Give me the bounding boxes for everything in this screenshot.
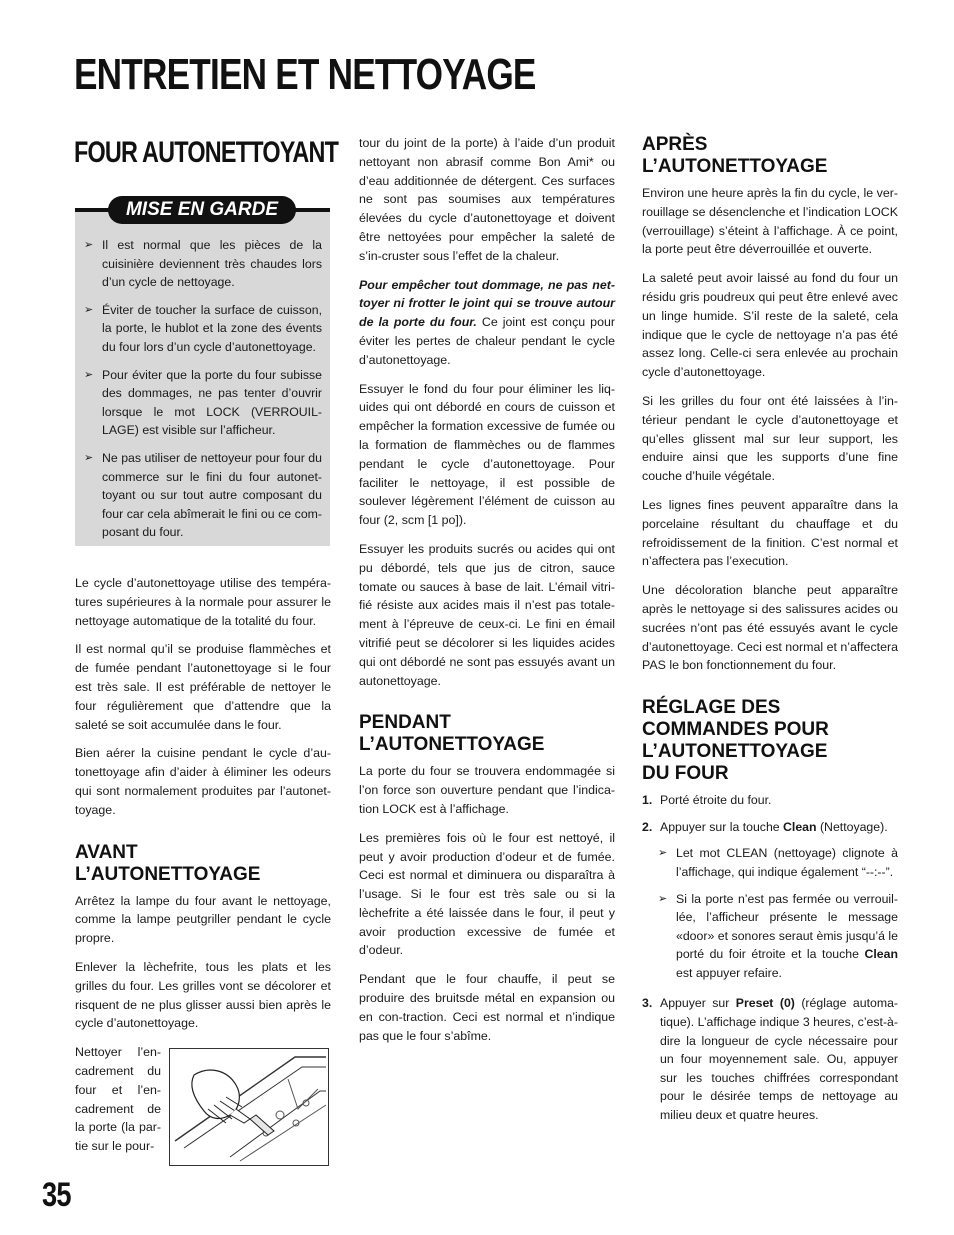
paragraph: Essuyer le fond du four pour éliminer les liq-uides qui ont débordé en cours de cuisson et empêcher la formation excessive de fumée ou la formation de flammèches ou de flammes pendant le cycle d’autonettoyage. Pour faciliter le nettoyage, il est possible de soulever légèrement l’élément de cuisson au four (2, scm [1 po]). [359,381,615,528]
heading-reglage: RÉGLAGE DES COMMANDES POUR L’AUTONETTOYAGE DU FOUR [642,697,829,785]
step-1: 1. Porté étroite du four. [642,793,772,808]
step-2: 2. Appuyer sur la touche Clean (Nettoyage). [642,819,888,834]
paragraph: Essuyer les produits sucrés ou acides qui ont pu débordé, tels que jus de citron, sauce tomate ou sauces à base de lait. L’émail vitri-fié résiste aux acides mais il n’est pas totale-ment à l’épreuve de ceux-ci. Le fini en émail vitrifié peut se décolorer si les liquides acides qui ont débordé ne sont pas essuyés avant un autonettoyage. [359,541,615,688]
arrow-bullet-icon: ➢ [84,239,94,251]
section-title: FOUR AUTONETTOYANT [74,136,339,169]
paragraph: Environ une heure après la fin du cycle, le ver-rouillage se désenclenche et l’indication LOCK (verrouillage) s’éteint à l’affichage. À ce point, la porte peut être déverrouillée et ouverte. [642,186,898,257]
paragraph: tour du joint de la porte) à l’aide d’un produit nettoyant non abrasif comme Bon Ami* ou d’eau additionnée de détergent. Ces surfaces ne sont pas soumises aux températures élevées du cycle d’autonettoyage et doivent être nettoyées pour empêcher la saleté de s’in-cruster sous l’effet de la chaleur. [359,136,615,263]
paragraph: Il est normal qu’il se produise flammèches et de fumée pendant l’autonettoyage si le four est très sale. Il est préférable de nettoyer le four régulièrement que d’attendre que la saleté se soit accumulée dans le four. [75,642,331,732]
caution-item: ➢ Éviter de toucher la surface de cuisson, la porte, le hublot et la zone des évents du four lors d’un cycle d’autonettoyage. [84,301,322,357]
arrow-bullet-icon: ➢ [84,451,94,464]
hand-cleaning-oven-icon [170,1049,328,1165]
warning-bold: Pour empêcher tout dommage, ne pas net-toyer ni frotter le joint qui se trouve autour de la porte du four. [359,277,615,330]
caution-list [84,236,322,551]
paragraph: Les premières fois où le four est nettoyé, il peut y avoir production d’odeur et de fumée. Ceci est normal et diminuera ou disparaîtra à l’usage. Si le four est très sale ou si la lèchefrite a été laissée dans le four, il peut y avoir production excessive de fumée et d’odeur. [359,830,615,958]
paragraph: Arrêtez la lampe du four avant le nettoyage, comme la lampe peutgriller pendant le cycle propre. [75,893,331,946]
paragraph: Les lignes fines peuvent apparaître dans la porcelaine résultant du chauffage et du refroidissement de la finition. C’est normal et n’affectera pas l’execution. [642,497,898,569]
paragraph: Pendant que le four chauffe, il peut se produire des bruitsde métal en expansion ou en con-traction. Ceci est normal et n’indique pas que le four s’abîme. [359,972,615,1043]
step-3: 3. Appuyer sur Preset (0) (réglage automa-tique). L’affichage indique 3 heures, c’est-à-dire la longueur de cycle nécessaire pour un four moyennement sale. Ou, appuyer sur les touches chiffrées correspondant pour le désirée temps de nettoyage au milieu deux et quatre heures. [642,996,899,1123]
caution-item: ➢ Il est normal que les pièces de la cuisinière deviennent très chaudes lors d’un cycle de nettoyage. [84,236,322,292]
arrow-bullet-icon: ➢ [84,368,94,381]
paragraph: Bien aérer la cuisine pendant le cycle d’au-tonettoyage afin d’aider à éliminer les odeurs qui sont normalement produites par l’autonet-toyage. [75,746,331,817]
column-3 [642,134,898,1133]
heading-pendant: PENDANT L’AUTONETTOYAGE [359,712,545,756]
heading-avant: AVANT L’AUTONETTOYAGE [75,841,261,885]
step-2-note-1: ➢ Let mot CLEAN (nettoyage) clignote à l’affichage, qui indique également “--:--”. [658,844,898,881]
paragraph: Une décoloration blanche peut apparaître après le nettoyage si des salissures acides ou sucrées n’ont pas été essuyés avant le cycle d’autonettoyage. Ceci est normal et n’affectera PAS le bon fonctionnement du four. [642,583,898,673]
paragraph: La saleté peut avoir laissé au fond du four un résidu gris poudreux qui peut être enlevé avec un linge humide. S’il reste de la saleté, cela indique que le cycle de nettoyage n’a pas été assez long. Celle-ci sera enlevée au prochain cycle d’autonettoyage. [642,271,898,380]
warning-paragraph: Pour empêcher tout dommage, ne pas net-toyer ni frotter le joint qui se trouve autour de la porte du four. Ce joint est conçu pour éviter les pertes de chaleur pendant le cycle d’autonettoyage. [359,277,615,367]
heading-apres: APRÈS L’AUTONETTOYAGE [642,134,828,177]
paragraph: Si les grilles du four ont été laissées à l’in-térieur pendant le cycle d’autonettoyage et qu’elles glissent mal sur leur support, les enduire ainsi que les supports d’une fine couche d’huile végétale. [642,393,898,484]
paragraph: Enlever la lèchefrite, tous les plats et les grilles du four. Les grilles vont se décolorer et risquent de ne plus glisser aussi bien après le cycle d’autonettoyage. [75,959,331,1031]
paragraph: Nettoyer l’en-cadrement du four et l’en-cadrement de la porte (la par-tie sur le pour- [75,1045,161,1154]
page-number: 35 [42,1176,71,1214]
oven-cleaning-illustration [169,1048,329,1166]
caution-label: MISE EN GARDE [108,196,296,224]
column-2 [359,134,615,1055]
page-title: ENTRETIEN ET NETTOYAGE [74,50,536,99]
paragraph: Le cycle d’autonettoyage utilise des tempéra-tures supérieures à la normale pour assurer le nettoyage automatique de la totalité du four. [75,576,331,628]
step-2-note-2: ➢ Si la porte n’est pas fermée ou verrouil-lée, l’afficheur présente le message «door» et sonores seraut èmis jusqu’á le porté du foir étroite et la touche Clean est appuyer refaire. [658,890,898,983]
arrow-bullet-icon: ➢ [658,847,668,860]
caution-item: ➢ Ne pas utiliser de nettoyeur pour four du commerce sur le fini du four autonet-toyant ou sur tout autre composant du four car cela abîmerait le fini ou ce com-posant du four. [84,449,322,542]
arrow-bullet-icon: ➢ [84,303,94,316]
arrow-bullet-icon: ➢ [658,892,668,905]
paragraph: La porte du four se trouvera endommagée si l’on force son ouverture pendant que l’indica-tion LOCK est à l’affichage. [359,764,615,816]
caution-item: ➢ Pour éviter que la porte du four subisse des dommages, ne pas tenter d’ouvrir lorsque le mot LOCK (VERROUIL-LAGE) est visible sur l’afficheur. [84,366,322,440]
